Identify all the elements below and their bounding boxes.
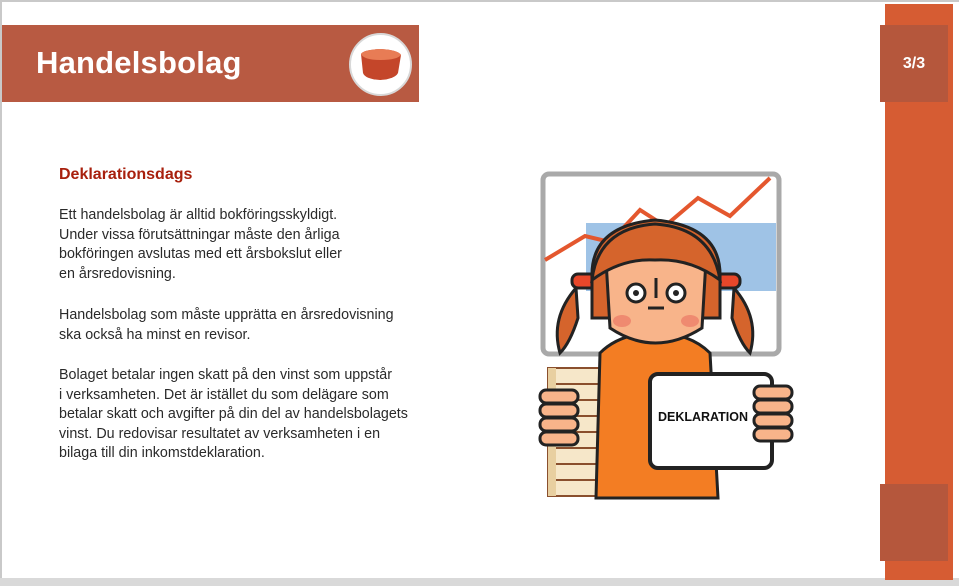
paragraph-bookkeeping: [59, 206, 479, 284]
nav-box-bottom[interactable]: [880, 484, 948, 561]
text-line: Bolaget betalar ingen skatt på den vinst som uppstår: [59, 367, 393, 383]
page-title: Handelsbolag: [36, 45, 242, 80]
text-line: en årsredovisning.: [59, 265, 176, 282]
section-heading: Deklarationsdags: [59, 166, 193, 183]
text-line: Handelsbolag som måste upprätta en årsredovisning: [59, 307, 394, 323]
text-line: i verksamheten. Det är istället du som delägare som: [59, 386, 389, 403]
text-line: ska också ha minst en revisor.: [59, 326, 251, 343]
sign-text: DEKLARATION: [657, 410, 749, 424]
text-line: bilaga till din inkomstdeklaration.: [59, 445, 265, 461]
text-line: Under vissa förutsättningar måste den årliga: [59, 226, 340, 243]
text-line: bokföringen avslutas med ett årsbokslut eller: [59, 246, 342, 262]
page-indicator: 3/3: [902, 54, 926, 72]
text-line: Ett handelsbolag är alltid bokföringsskyldigt.: [59, 207, 338, 223]
paragraph-auditor: [59, 306, 479, 345]
text-line: vinst. Du redovisar resultatet av verksamheten i en: [59, 425, 381, 442]
declaration-illustration: [530, 168, 795, 503]
text-line: betalar skatt och avgifter på din del av handelsbolagets: [59, 406, 408, 422]
logo-icon: [349, 33, 412, 96]
slide-bottom-border: [0, 578, 959, 586]
paragraph-tax: [59, 366, 489, 464]
